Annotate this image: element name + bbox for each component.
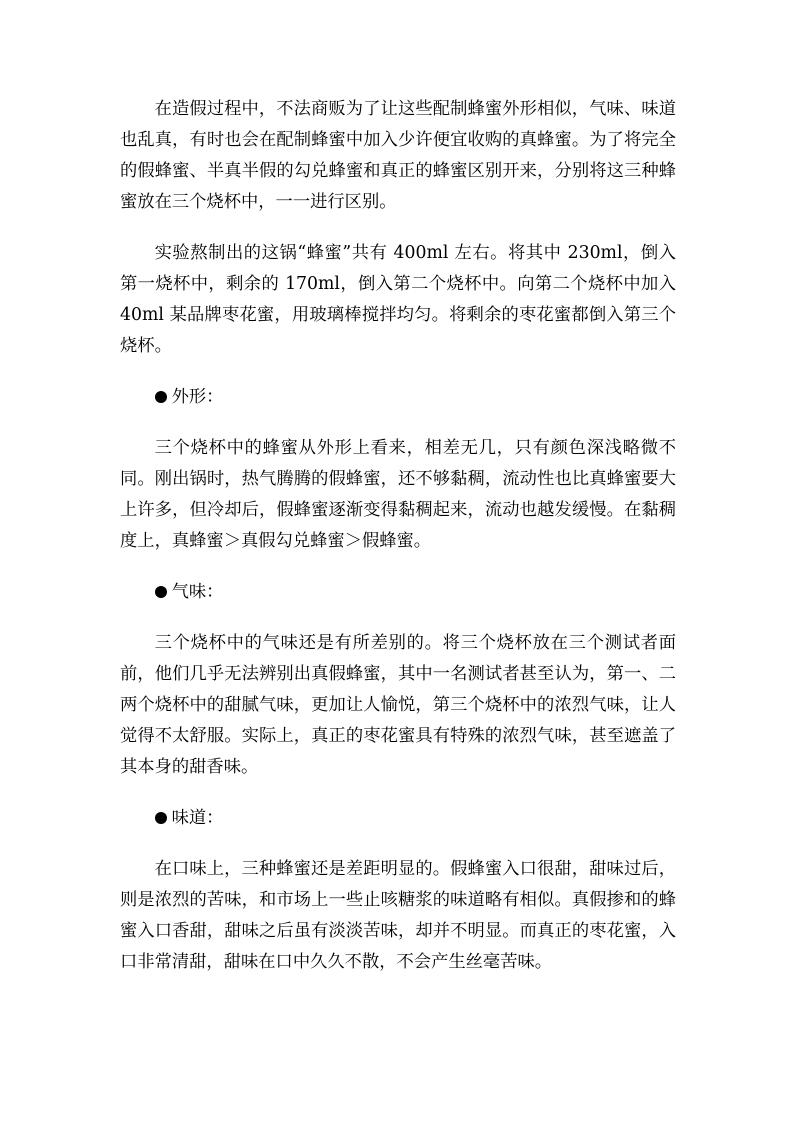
paragraph-experiment: 实验熬制出的这锅“蜂蜜”共有 400ml 左右。将其中 230ml，倒入第一烧杯中，剩余的 170ml，倒入第二个烧杯中。向第二个烧杯中加入 40ml 某品牌枣花蜜，用玻璃棒搅拌均匀。将剩余的枣花蜜都倒入第三个烧杯。: [120, 243, 676, 356]
paragraph-taste: 在口味上，三种蜂蜜还是差距明显的。假蜂蜜入口很甜，甜味过后，则是浓烈的苦味，和市场上一些止咳糖浆的味道略有相似。真假掺和的蜂蜜入口香甜，甜味之后虽有淡淡苦味，却并不明显。而真正的枣花蜜，入口非常清甜，甜味在口中久久不散，不会产生丝毫苦味。: [120, 859, 676, 972]
paragraph-smell: 三个烧杯中的气味还是有所差别的。将三个烧杯放在三个测试者面前，他们几乎无法辨别出真假蜂蜜，其中一名测试者甚至认为，第一、二两个烧杯中的甜腻气味，更加让人愉悦，第三个烧杯中的浓烈气味，让人觉得不太舒服。实际上，真正的枣花蜜具有特殊的浓烈气味，甚至遮盖了其本身的甜香味。: [120, 633, 676, 777]
bullet-icon: [155, 391, 167, 403]
section-heading-taste: [120, 803, 676, 834]
heading-label: 气味：: [171, 582, 224, 602]
paragraph-appearance: 三个烧杯中的蜂蜜从外形上看来，相差无几，只有颜色深浅略微不同。刚出锅时，热气腾腾的假蜂蜜，还不够黏稠，流动性也比真蜂蜜要大上许多，但冷却后，假蜂蜜逐渐变得黏稠起来，流动也越发缓慢。在黏稠度上，真蜂蜜＞真假勾兑蜂蜜＞假蜂蜜。: [120, 438, 676, 551]
bullet-icon: [155, 586, 167, 598]
document-body: [120, 94, 676, 998]
paragraph-intro: 在造假过程中，不法商贩为了让这些配制蜂蜜外形相似，气味、味道也乱真，有时也会在配制蜂蜜中加入少许便宜收购的真蜂蜜。为了将完全的假蜂蜜、半真半假的勾兑蜂蜜和真正的蜂蜜区别开来，分别将这三种蜂蜜放在三个烧杯中，一一进行区别。: [120, 99, 676, 212]
heading-label: 味道：: [171, 808, 224, 828]
heading-label: 外形：: [171, 387, 224, 407]
bullet-icon: [155, 812, 167, 824]
section-heading-smell: [120, 577, 676, 608]
section-heading-appearance: [120, 382, 676, 413]
